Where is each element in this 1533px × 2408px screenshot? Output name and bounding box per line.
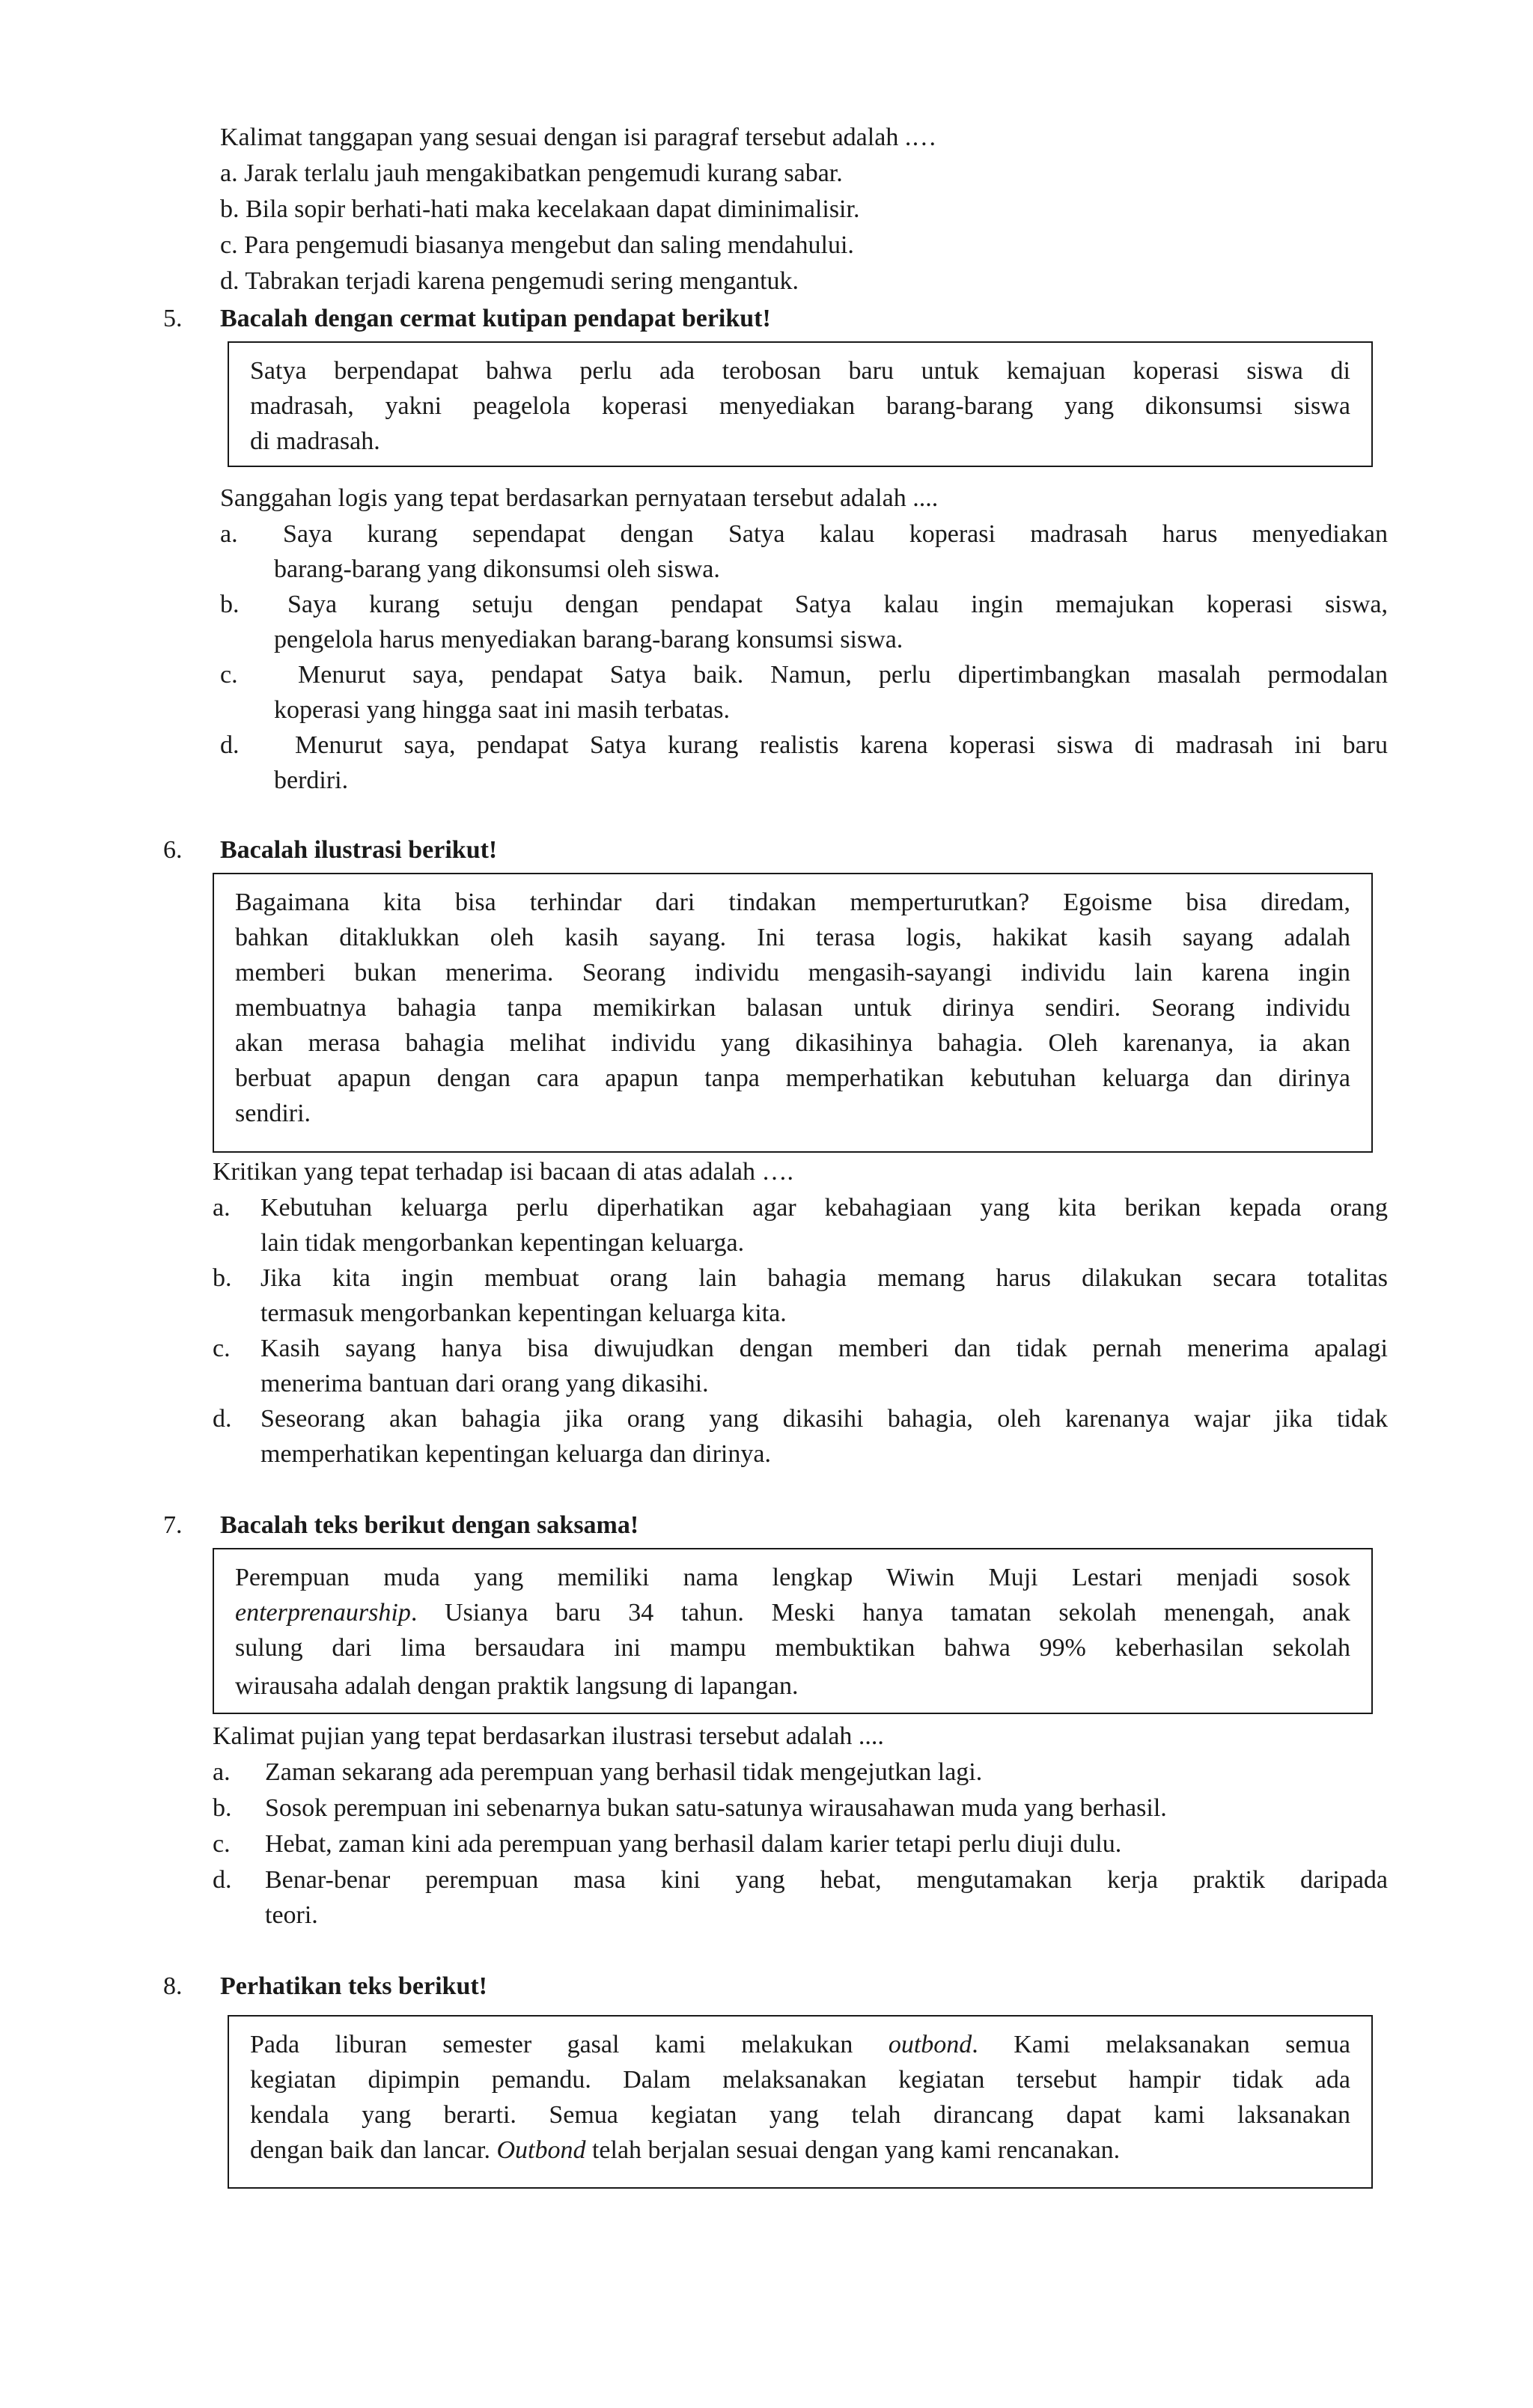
q8-box-line: kendala yang berarti. Semua kegiatan yang telah dirancang dapat kami laksanakan [250, 2101, 1350, 2129]
q8-box-line: Pada liburan semester gasal kami melakukan outbond. Kami melaksanakan semua [250, 2031, 1350, 2058]
q6-option-b: b. Jika kita ingin membuat orang lain bahagia memang harus dilakukan secara totalitas termasuk mengorbankan kepentingan keluarga kita. [213, 1264, 1388, 1327]
q7-heading: Bacalah teks berikut dengan saksama! [220, 1511, 639, 1539]
q8-box-line: kegiatan dipimpin pemandu. Dalam melaksanakan kegiatan tersebut hampir tidak ada [250, 2066, 1350, 2094]
q8-text-box [228, 2015, 1373, 2189]
q4-option-d: d. Tabrakan terjadi karena pengemudi sering mengantuk. [220, 267, 799, 295]
q7-box-line: enterprenaurship. Usianya baru 34 tahun. Meski hanya tamatan sekolah menengah, anak [235, 1599, 1350, 1627]
q5-prompt: Sanggahan logis yang tepat berdasarkan pernyataan tersebut adalah .... [220, 484, 939, 512]
q5-box-line: Satya berpendapat bahwa perlu ada terobosan baru untuk kemajuan koperasi siswa di [250, 357, 1350, 385]
q6-box-line: berbuat apapun dengan cara apapun tanpa memperhatikan kebutuhan keluarga dan dirinya [235, 1064, 1350, 1092]
q6-illustration-box [213, 873, 1373, 1153]
q8-box-line: dengan baik dan lancar. Outbond telah berjalan sesuai dengan yang kami rencanakan. [250, 2136, 1121, 2164]
q7-option-b: b. Sosok perempuan ini sebenarnya bukan satu-satunya wirausahawan muda yang berhasil. [213, 1794, 1167, 1822]
q6-number: 6. [163, 836, 183, 864]
q6-box-line: Bagaimana kita bisa terhindar dari tindakan memperturutkan? Egoisme bisa diredam, [235, 888, 1350, 916]
q6-option-c: c. Kasih sayang hanya bisa diwujudkan dengan memberi dan tidak pernah menerima apalagi menerima bantuan dari orang yang dikasihi. [213, 1335, 1388, 1397]
q6-box-line: akan merasa bahagia melihat individu yang dikasihinya bahagia. Oleh karenanya, ia akan [235, 1029, 1350, 1057]
q6-heading: Bacalah ilustrasi berikut! [220, 836, 498, 864]
q6-box-line: membuatnya bahagia tanpa memikirkan balasan untuk dirinya sendiri. Seorang individu [235, 994, 1350, 1022]
q8-heading: Perhatikan teks berikut! [220, 1972, 487, 2000]
q5-option-a: a. Saya kurang sependapat dengan Satya kalau koperasi madrasah harus menyediakan barang-barang yang dikonsumsi oleh siswa. [220, 520, 1388, 583]
q4-prompt: Kalimat tanggapan yang sesuai dengan isi paragraf tersebut adalah .… [220, 124, 937, 151]
q6-option-a: a. Kebutuhan keluarga perlu diperhatikan agar kebahagiaan yang kita berikan kepada orang lain tidak mengorbankan kepentingan keluarga. [213, 1194, 1388, 1257]
q5-option-d: d. Menurut saya, pendapat Satya kurang realistis karena koperasi siswa di madrasah ini baru berdiri. [220, 731, 1388, 794]
q6-box-line: sendiri. [235, 1100, 311, 1127]
q7-box-line: sulung dari lima bersaudara ini mampu membuktikan bahwa 99% keberhasilan sekolah [235, 1634, 1350, 1662]
q4-option-c: c. Para pengemudi biasanya mengebut dan saling mendahului. [220, 231, 854, 259]
q7-text-box [213, 1548, 1373, 1714]
q5-option-b: b. Saya kurang setuju dengan pendapat Satya kalau ingin memajukan koperasi siswa, pengelola harus menyediakan barang-barang konsumsi siswa. [220, 591, 1388, 653]
q5-heading: Bacalah dengan cermat kutipan pendapat berikut! [220, 305, 771, 332]
q5-box-line: madrasah, yakni peagelola koperasi menyediakan barang-barang yang dikonsumsi siswa [250, 392, 1350, 420]
q5-quote-box [228, 341, 1373, 467]
q5-box-line: di madrasah. [250, 427, 380, 455]
q4-option-b: b. Bila sopir berhati-hati maka kecelakaan dapat diminimalisir. [220, 195, 860, 223]
q8-number: 8. [163, 1972, 183, 2000]
q6-box-line: bahkan ditaklukkan oleh kasih sayang. Ini terasa logis, hakikat kasih sayang adalah [235, 924, 1350, 951]
q7-option-d: d. Benar-benar perempuan masa kini yang hebat, mengutamakan kerja praktik daripada teori. [213, 1866, 1388, 1929]
q6-option-d: d. Seseorang akan bahagia jika orang yang dikasihi bahagia, oleh karenanya wajar jika tidak memperhatikan kepentingan keluarga dan dirinya. [213, 1405, 1388, 1468]
q5-number: 5. [163, 305, 183, 332]
q7-box-line: wirausaha adalah dengan praktik langsung di lapangan. [235, 1672, 799, 1700]
q7-box-line: Perempuan muda yang memiliki nama lengkap Wiwin Muji Lestari menjadi sosok [235, 1564, 1350, 1591]
q6-box-line: memberi bukan menerima. Seorang individu mengasih-sayangi individu lain karena ingin [235, 959, 1350, 987]
q4-option-a: a. Jarak terlalu jauh mengakibatkan pengemudi kurang sabar. [220, 159, 843, 187]
q7-option-a: a. Zaman sekarang ada perempuan yang berhasil tidak mengejutkan lagi. [213, 1758, 983, 1786]
q7-number: 7. [163, 1511, 183, 1539]
q7-prompt: Kalimat pujian yang tepat berdasarkan ilustrasi tersebut adalah .... [213, 1722, 884, 1750]
q6-prompt: Kritikan yang tepat terhadap isi bacaan di atas adalah …. [213, 1158, 794, 1186]
q7-option-c: c. Hebat, zaman kini ada perempuan yang berhasil dalam karier tetapi perlu diuji dulu. [213, 1830, 1122, 1858]
q5-option-c: c. Menurut saya, pendapat Satya baik. Namun, perlu dipertimbangkan masalah permodalan koperasi yang hingga saat ini masih terbatas. [220, 661, 1388, 724]
